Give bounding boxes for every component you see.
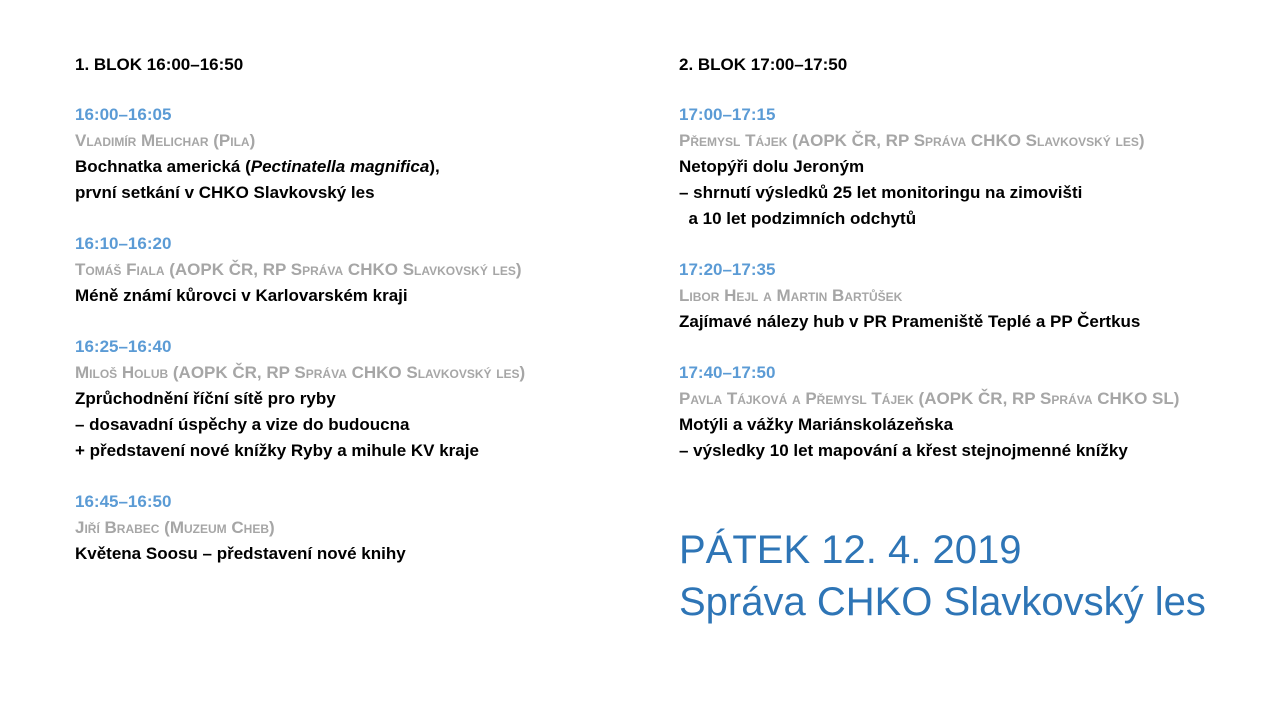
session-speaker: Jiří Brabec (Muzeum Cheb) — [75, 518, 275, 537]
session-time: 17:20–17:35 — [679, 260, 776, 279]
session-title-line: Motýli a vážky Mariánskolázeňska — [679, 415, 954, 434]
session-2-1 — [679, 102, 1269, 232]
event-date: PÁTEK 12. 4. 2019 — [679, 528, 1022, 572]
block-2-column — [679, 52, 1269, 489]
session-2-3 — [679, 360, 1269, 464]
session-time: 17:40–17:50 — [679, 363, 776, 382]
session-1-2 — [75, 231, 665, 309]
session-time: 16:10–16:20 — [75, 234, 172, 253]
session-speaker: Miloš Holub (AOPK ČR, RP Správa CHKO Slavkovský les) — [75, 363, 526, 382]
session-speaker: Vladimír Melichar (Pila) — [75, 131, 256, 150]
session-speaker: Tomáš Fiala (AOPK ČR, RP Správa CHKO Slavkovský les) — [75, 260, 522, 279]
block-1-title: 1. BLOK 16:00–16:50 — [75, 55, 244, 74]
session-title-line: Zajímavé nálezy hub v PR Prameniště Teplé a PP Čertkus — [679, 312, 1141, 331]
session-title-line: – dosavadní úspěchy a vize do budoucna — [75, 415, 410, 434]
session-title-line: Méně známí kůrovci v Karlovarském kraji — [75, 286, 408, 305]
session-title-line: – shrnutí výsledků 25 let monitoringu na zimovišti — [679, 183, 1083, 202]
session-time: 16:45–16:50 — [75, 492, 172, 511]
session-title-line: a 10 let podzimních odchytů — [679, 209, 917, 228]
session-speaker: Libor Hejl a Martin Bartůšek — [679, 286, 903, 305]
session-1-1 — [75, 102, 665, 206]
species-name: Pectinatella magnifica — [250, 157, 430, 176]
session-title-line: – výsledky 10 let mapování a křest stejnojmenné knížky — [679, 441, 1128, 460]
session-time: 17:00–17:15 — [679, 105, 776, 124]
session-title-line: Netopýři dolu Jeroným — [679, 157, 865, 176]
session-time: 16:00–16:05 — [75, 105, 172, 124]
session-title-line: Zprůchodnění říční sítě pro ryby — [75, 389, 336, 408]
session-2-2 — [679, 257, 1269, 335]
block-1-column — [75, 52, 665, 592]
session-speaker: Pavla Tájková a Přemysl Tájek (AOPK ČR, RP Správa CHKO SL) — [679, 389, 1180, 408]
session-speaker: Přemysl Tájek (AOPK ČR, RP Správa CHKO Slavkovský les) — [679, 131, 1145, 150]
event-venue: Správa CHKO Slavkovský les — [679, 580, 1206, 624]
session-title-line: Bochnatka americká (Pectinatella magnifica), — [75, 157, 440, 176]
session-title-line: + představení nové knížky Ryby a mihule KV kraje — [75, 441, 479, 460]
session-title-line: první setkání v CHKO Slavkovský les — [75, 183, 375, 202]
session-1-3 — [75, 334, 665, 464]
session-title-line: Květena Soosu – představení nové knihy — [75, 544, 406, 563]
session-time: 16:25–16:40 — [75, 337, 172, 356]
block-2-title: 2. BLOK 17:00–17:50 — [679, 55, 848, 74]
session-1-4 — [75, 489, 665, 567]
event-footer — [679, 524, 1206, 628]
